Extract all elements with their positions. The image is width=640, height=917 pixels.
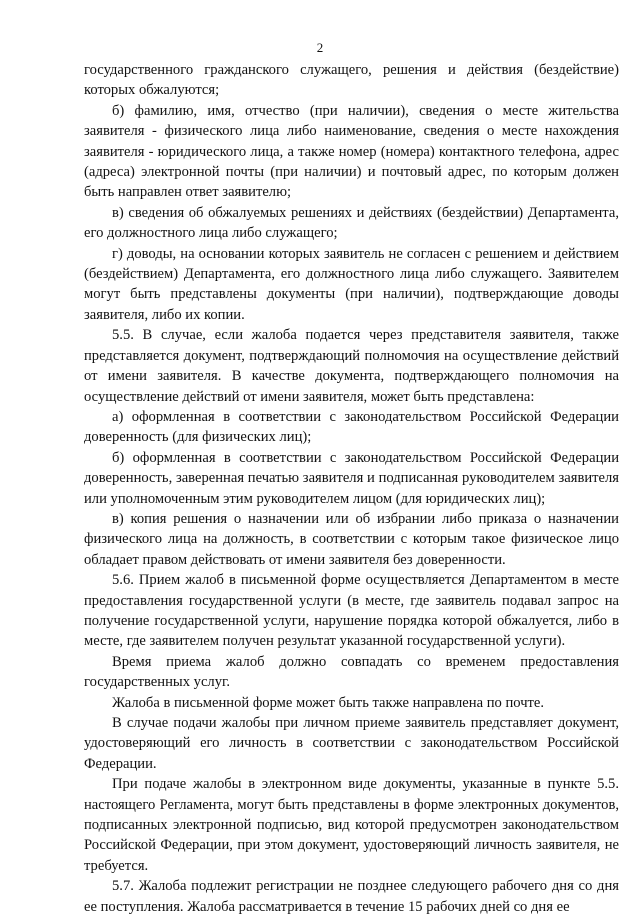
paragraph-item-v: в) сведения об обжалуемых решениях и действиях (бездействии) Департамента, его должностного лица либо служащего; — [84, 204, 619, 242]
page-number: 2 — [316, 40, 324, 55]
paragraph-5-6: 5.6. Прием жалоб в письменной форме осуществляется Департаментом в месте предоставления государственной услуги (в месте, где заявитель подавал запрос на получение государственной услуги, нарушение порядка которой обжалуется, либо в месте, где заявителем получен результат указанной государственной услуги). — [84, 572, 619, 650]
paragraph-personal-reception: В случае подачи жалобы при личном приеме заявитель представляет документ, удостоверяющий его личность в соответствии с законодательством Российской Федерации. — [84, 715, 619, 772]
paragraph-5-5-v: в) копия решения о назначении или об избрании либо приказа о назначении физического лица на должность, в соответствии с которым такое физическое лицо обладает правом действовать от имени заявителя без доверенности. — [84, 510, 619, 568]
paragraph-electronic-submission: При подаче жалобы в электронном виде документы, указанные в пункте 5.5. настоящего Регламента, могут быть представлены в форме электронных документов, подписанных электронной подписью, вид которой предусмотрен законодательством Российской Федерации, при этом документ, удостоверяющий личность заявителя, не требуется. — [84, 776, 619, 874]
paragraph-continuation: государственного гражданского служащего, решения и действия (бездействие) которых обжалуются; — [84, 62, 619, 99]
paragraph-5-5: 5.5. В случае, если жалоба подается через представителя заявителя, также представляется документ, подтверждающий полномочия на осуществление действий от имени заявителя. В качестве документа, подтверждающего полномочия на осуществление действий от имени заявителя, может быть представлена: — [84, 327, 619, 405]
document-body — [84, 60, 619, 917]
paragraph-5-5-b: б) оформленная в соответствии с законодательством Российской Федерации доверенность, заверенная печатью заявителя и подписанная руководителем заявителя или уполномоченным этим руководителем лицом (для юридических лиц); — [84, 449, 619, 507]
paragraph-reception-time: Время приема жалоб должно совпадать со временем предоставления государственных услуг. — [84, 653, 619, 691]
paragraph-item-b: б) фамилию, имя, отчество (при наличии), сведения о месте жительства заявителя - физического лица либо наименование, сведения о месте нахождения заявителя - юридического лица, а также номер (номера) контактного телефона, адрес (адреса) электронной почты (при наличии) и почтовый адрес, по которым должен быть направлен ответ заявителю; — [84, 102, 619, 201]
paragraph-5-7: 5.7. Жалоба подлежит регистрации не позднее следующего рабочего дня со дня ее поступления. Жалоба рассматривается в течение 15 рабочих дней со дня ее — [84, 878, 619, 915]
paragraph-5-5-a: а) оформленная в соответствии с законодательством Российской Федерации доверенность (для физических лиц); — [84, 408, 619, 446]
paragraph-item-g: г) доводы, на основании которых заявитель не согласен с решением и действием (бездействием) Департамента, его должностного лица либо служащего. Заявителем могут быть представлены документы (при наличии), подтверждающие доводы заявителя, либо их копии. — [84, 245, 619, 323]
paragraph-by-mail: Жалоба в письменной форме может быть также направлена по почте. — [112, 694, 545, 711]
